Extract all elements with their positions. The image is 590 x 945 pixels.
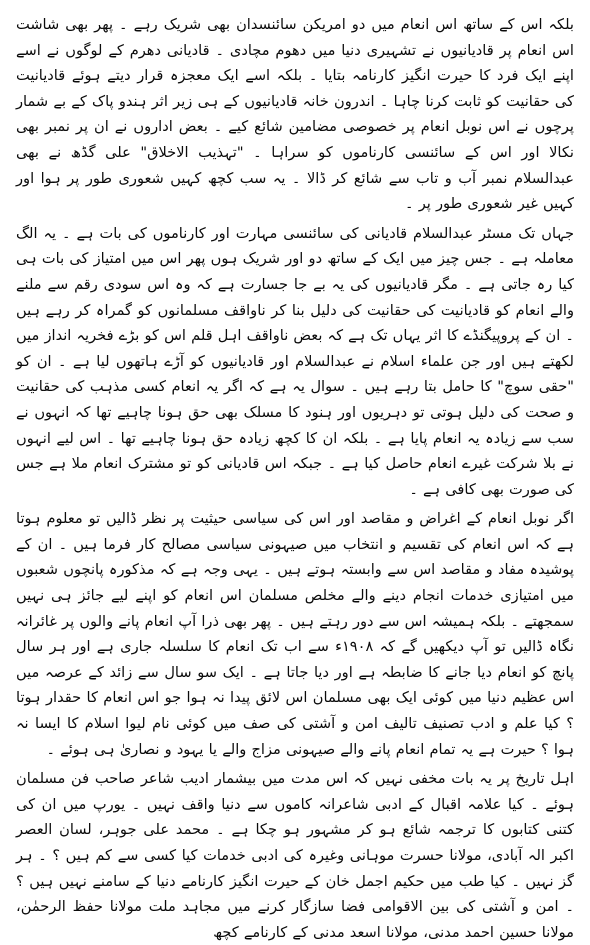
paragraph-muslim-scholars: اہل تاریخ پر یہ بات مخفی نہیں کہ اس مدت میں بیشمار ادیب شاعر صاحب فن مسلمان ہوئے ۔ کیا علامہ اقبال کے ادبی شاعرانہ کاموں سے دنیا واقف نہیں ۔ یورپ میں ان کی کتنی کتابوں کا ترجمہ شائع ہو کر مشہور ہو چکا ہے ۔ محمد علی جوہر، لسان العصر اکبر الہ آبادی، مولانا حسرت موہانی وغیرہ کی ادبی خدمات کیا کسی سے کم ہیں ؟ ۔ ہر گز نہیں ۔ کیا طب میں حکیم اجمل خان کے حیرت انگیز کارنامے دنیا کے سامنے نہیں ہیں ؟ ۔ امن و آشتی کی بین الاقوامی فضا سازگار کرنے میں مجاہد ملت مولانا حفظ الرحمٰن، مولانا حسین احمد مدنی، مولانا اسعد مدنی کے کارنامے کچھ: [16, 770, 574, 941]
paragraph-nobel-objectives: اگر نوبل انعام کے اغراض و مقاصد اور اس کی سیاسی حیثیت پر نظر ڈالیں تو معلوم ہوتا ہے کہ اس انعام کی تقسیم و انتخاب میں صیہونی سیاسی مصالح کار فرما ہیں ۔ ان کے پوشیدہ مفاد و مقاصد اس سے وابستہ ہوتے ہیں ۔ یہی وجہ ہے کہ مذکورہ پانچوں شعبوں میں امتیازی خدمات انجام دینے والے مخلص مسلمان اس انعام کو اپنے لیے جائز ہی نہیں سمجھتے ۔ بلکہ ہمیشہ اس سے دور رہتے ہیں ۔ پھر بھی ذرا آپ انعام پانے والوں پر غائرانہ نگاہ ڈالیں تو آپ دیکھیں گے کہ ۱۹۰۸ء سے اب تک انعام کا سلسلہ جاری ہے اور ہر سال پانچ کو انعام دیا جانے کا ضابطہ ہے اور دیا جاتا ہے ۔ ایک سو سال سے زائد کے عرصہ میں اس عظیم دنیا میں کوئی ایک بھی مسلمان اس لائق پیدا نہ ہوا جو اس انعام کا حقدار ہوتا ؟ کیا علم و ادب تصنیف تالیف امن و آشتی کی صف میں کوئی نام لیوا اسلام کا ایسا نہ ہوا ؟ حیرت ہے یہ تمام انعام پانے والے صیہونی مزاج والے یا یہود و نصاریٰ ہی ہوئے ۔: [16, 510, 574, 758]
article-body: [16, 12, 574, 945]
paragraph-nobel-publicity: بلکہ اس کے ساتھ اس انعام میں دو امریکن سائنسدان بھی شریک رہے ۔ پھر بھی شاشت اس انعام پر قادیانیوں نے تشہیری دنیا میں دھوم مچادی ۔ قادیانی دھرم کے لوگوں نے اسے اپنے ایک فرد کا حیرت انگیز کارنامہ بتایا ۔ بلکہ اسے ایک معجزہ قرار دیتے ہوئے قادیانیت کی حقانیت کو ثابت کرنا چاہا ۔ اندرون خانہ قادیانیوں کے ہی زیر اثر ہندو پاک کے بے شمار پرچوں نے اس نوبل انعام پر خصوصی مضامین شائع کیے ۔ بعض اداروں نے ان پر نمبر بھی نکالا اور اس کے سائنسی کارناموں کو سراہا ۔ "تہذیب الاخلاق" علی گڈھ نے بھی عبدالسلام نمبر آب و تاب سے شائع کر ڈالا ۔ یہ سب کچھ کہیں شعوری طور پر ہوا اور کہیں غیر شعوری طور پر ۔: [16, 16, 574, 213]
paragraph-scientific-merit: جہاں تک مسٹر عبدالسلام قادیانی کی سائنسی مہارت اور کارناموں کی بات ہے ۔ یہ الگ معاملہ ہے ۔ جس چیز میں ایک کے ساتھ دو اور شریک ہوں پھر اس میں امتیاز کی بات ہی کیا رہ جاتی ہے ۔ مگر قادیانیوں کی یہ بے جا جسارت ہے کہ وہ اس سودی رقم سے ملنے والے انعام کو قادیانیت کی حقانیت کی دلیل بنا کر ناواقف مسلمانوں کو گمراہ کر رہے ہیں ۔ ان کے پروپیگنڈے کا اثر یہاں تک ہے کہ بعض ناواقف اہل قلم اس کو بڑے فخریہ انداز میں لکھتے ہیں اور جن علماء اسلام نے عبدالسلام اور قادیانیوں کو آڑے ہاتھوں لیا ہے ۔ ان کو "حقی سوچ" کا حامل بتا رہے ہیں ۔ سوال یہ ہے کہ اگر یہ انعام کسی مذہب کی حقانیت و صحت کی دلیل ہوتی تو دہریوں اور ہنود کا مسلک بھی حق ہونا چاہیے تھا کہ انہوں نے سب سے زیادہ یہ انعام پایا ہے ۔ بلکہ ان کا کچھ زیادہ حق ہونا چاہیے تھا ۔ اس لیے انہوں نے بلا شرکت غیرے انعام حاصل کیا ہے ۔ جبکہ اس قادیانی کو تو مشترک انعام ملا ہے جس کی صورت بھی کافی ہے ۔: [16, 224, 574, 498]
